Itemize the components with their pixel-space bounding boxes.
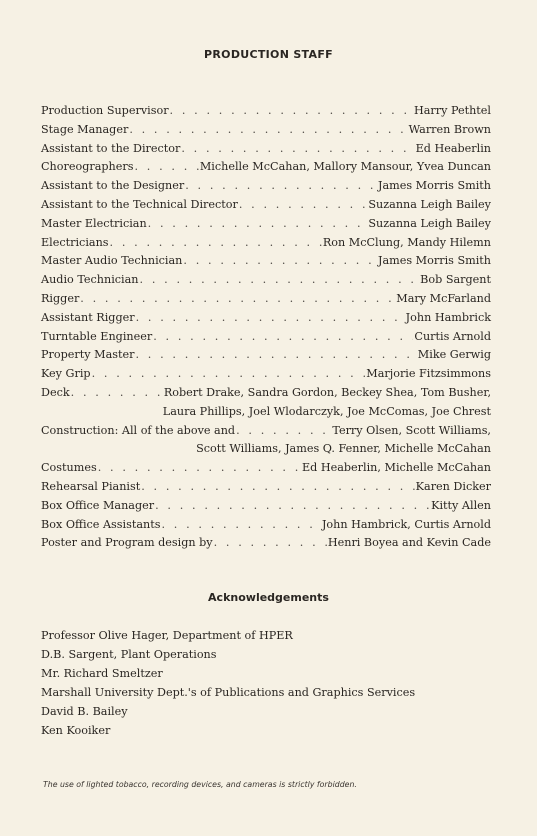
dot-leader — [214, 534, 327, 553]
dot-leader — [141, 478, 414, 497]
credit-name: James Morris Smith — [378, 254, 491, 268]
credit-row — [41, 346, 491, 365]
credit-role: Master Audio Technician — [41, 254, 183, 268]
credit-role: Choreographers — [41, 160, 134, 174]
credit-row — [41, 158, 491, 177]
credit-name: Suzanna Leigh Bailey — [368, 197, 491, 211]
dot-leader — [98, 459, 301, 478]
credit-role: Rehearsal Pianist — [41, 479, 141, 493]
credit-row — [41, 459, 491, 478]
credit-name: Robert Drake, Sandra Gordon, Beckey Shea, Tom Busher, — [163, 385, 491, 399]
dot-leader — [155, 497, 430, 516]
credit-name-continued: Scott Williams, James Q. Fenner, Michelle McCahan — [196, 442, 491, 456]
dot-leader — [129, 121, 407, 140]
credit-name: Michelle McCahan, Mallory Mansour, Yvea Duncan — [199, 160, 491, 174]
dot-leader — [185, 177, 377, 196]
dot-leader — [110, 234, 322, 253]
credit-name: Suzanna Leigh Bailey — [368, 216, 491, 230]
credit-row — [41, 121, 491, 140]
dot-leader — [183, 252, 377, 271]
credit-row — [41, 234, 491, 253]
credit-row — [41, 215, 491, 234]
acknowledgements-list — [41, 626, 415, 740]
credit-role: Turntable Engineer — [41, 329, 153, 343]
credit-name: Henri Boyea and Kevin Cade — [327, 536, 491, 550]
acknowledgement-item: David B. Bailey — [41, 705, 128, 718]
credit-role: Assistant to the Director — [41, 141, 181, 155]
credit-role: Box Office Assistants — [41, 517, 161, 531]
dot-leader — [80, 290, 395, 309]
credit-row — [41, 422, 491, 441]
credit-role: Key Grip — [41, 367, 91, 381]
credit-name: Harry Pethtel — [413, 104, 491, 117]
credit-row — [41, 290, 491, 309]
dot-leader — [236, 422, 331, 441]
credit-name: Ed Heaberlin — [415, 141, 491, 155]
credit-role: Assistant to the Technical Director — [41, 197, 238, 211]
dot-leader — [161, 516, 320, 535]
credit-name: Mary McFarland — [396, 291, 491, 305]
dot-leader — [136, 309, 405, 328]
credit-name: Mike Gerwig — [417, 348, 491, 362]
credit-row — [41, 328, 491, 347]
acknowledgement-item: D.B. Sargent, Plant Operations — [41, 648, 217, 661]
credit-role: Audio Technician — [41, 273, 139, 287]
credit-role: Poster and Program design by — [41, 536, 213, 550]
credit-name: John Hambrick, Curtis Arnold — [321, 517, 491, 531]
credit-name: James Morris Smith — [378, 179, 491, 193]
credit-name: Warren Brown — [408, 122, 491, 136]
credit-role: Assistant Rigger — [41, 310, 135, 324]
credit-role: Rigger — [41, 291, 80, 305]
credit-row — [41, 140, 491, 159]
credit-row — [41, 534, 491, 553]
dot-leader — [148, 215, 368, 234]
credit-role: Stage Manager — [41, 122, 129, 136]
credit-role: Master Electrician — [41, 216, 147, 230]
credit-role: Property Master — [41, 348, 135, 362]
credit-row — [41, 271, 491, 290]
acknowledgement-item: Ken Kooiker — [41, 724, 111, 737]
acknowledgement-item: Professor Olive Hager, Department of HPER — [41, 629, 293, 642]
credit-role: Costumes — [41, 461, 97, 475]
acknowledgement-item: Marshall University Dept.'s of Publications and Graphics Services — [41, 686, 416, 699]
credit-name: Bob Sargent — [420, 273, 491, 287]
dot-leader — [170, 102, 413, 121]
credit-name: Ed Heaberlin, Michelle McCahan — [301, 461, 491, 475]
credit-role: Deck — [41, 385, 70, 399]
credit-name: Ron McClung, Mandy Hilemn — [322, 235, 491, 249]
dot-leader — [134, 158, 198, 177]
credit-row — [41, 497, 491, 516]
dot-leader — [92, 365, 366, 384]
credit-row — [41, 177, 491, 196]
credit-role: Assistant to the Designer — [41, 179, 185, 193]
credit-row — [41, 384, 491, 403]
credit-row — [41, 252, 491, 271]
credit-role: Box Office Manager — [41, 498, 155, 512]
page-title: PRODUCTION STAFF — [204, 48, 333, 61]
dot-leader — [140, 271, 420, 290]
credit-role: Construction: All of the above and — [41, 423, 236, 437]
credit-row — [41, 309, 491, 328]
dot-leader — [153, 328, 413, 347]
credit-name: Marjorie Fitzsimmons — [366, 367, 491, 381]
credit-row — [41, 516, 491, 535]
dot-leader — [239, 196, 368, 215]
credit-name: John Hambrick — [405, 310, 491, 324]
credit-row — [41, 478, 491, 497]
dot-leader — [181, 140, 414, 159]
acknowledgements-title: Acknowledgements — [208, 591, 329, 604]
acknowledgement-item: Mr. Richard Smeltzer — [41, 667, 163, 680]
credit-row — [41, 196, 491, 215]
credits-list — [41, 102, 491, 553]
credit-name-continued: Laura Phillips, Joel Wlodarczyk, Joe McComas, Joe Chrest — [162, 404, 491, 418]
notice-text: The use of lighted tobacco, recording devices, and cameras is strictly forbidden. — [43, 780, 357, 789]
credit-name: Terry Olsen, Scott Williams, — [332, 423, 491, 437]
credit-name: Curtis Arnold — [414, 329, 491, 343]
credit-role: Electricians — [41, 235, 109, 249]
credit-role: Production Supervisor — [41, 104, 169, 117]
credit-name: Kitty Allen — [431, 498, 491, 512]
dot-leader — [71, 384, 163, 403]
credit-name: Karen Dicker — [415, 479, 491, 493]
dot-leader — [135, 346, 416, 365]
credit-row — [41, 365, 491, 384]
credit-row — [41, 102, 491, 121]
